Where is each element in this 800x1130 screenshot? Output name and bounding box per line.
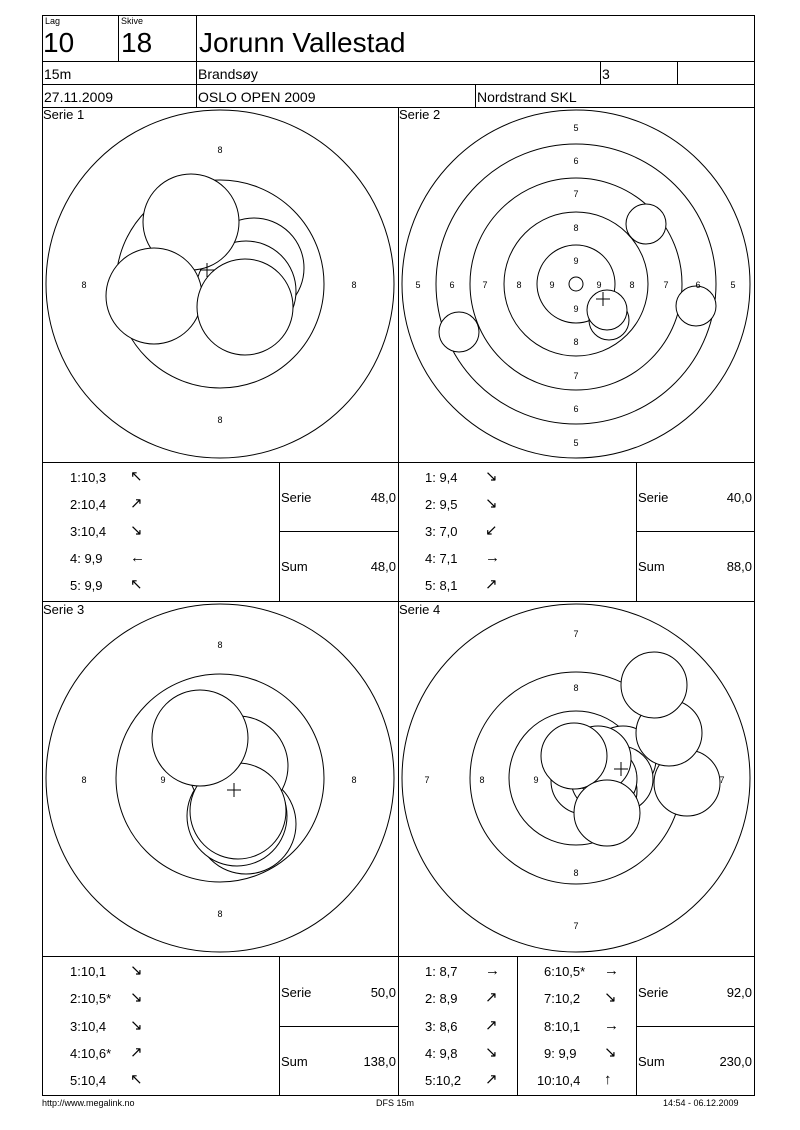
svg-text:7: 7 [573, 189, 579, 199]
svg-text:9: 9 [160, 775, 166, 785]
serie-value: 50,0 [370, 985, 396, 1000]
ring-label: 8 [81, 280, 87, 290]
shot-direction-icon: ↘ [485, 468, 498, 485]
svg-text:7: 7 [482, 280, 488, 290]
svg-text:8: 8 [217, 909, 223, 919]
shot-direction-icon: ↙ [485, 522, 498, 539]
serie-value: 48,0 [370, 490, 396, 505]
shot-row: 5: 8,1 [425, 578, 458, 593]
shot-direction-icon: ↘ [130, 962, 143, 979]
serie-label: Serie [281, 490, 312, 505]
svg-text:8: 8 [351, 775, 357, 785]
sum-value: 138,0 [363, 1054, 396, 1069]
footer-program: DFS 15m [376, 1098, 415, 1108]
shot-direction-icon: ← [130, 549, 145, 566]
shot-row: 1:10,1 [70, 964, 107, 979]
svg-text:6: 6 [573, 156, 579, 166]
serie-value: 40,0 [726, 490, 752, 505]
shot-direction-icon: ↗ [485, 576, 498, 593]
svg-text:9: 9 [533, 775, 539, 785]
shot-row: 6:10,5* [544, 964, 586, 979]
shot-row: 10:10,4 [537, 1073, 581, 1088]
svg-text:5: 5 [415, 280, 421, 290]
shot-direction-icon: ↘ [130, 989, 143, 1006]
class-value: 3 [602, 66, 610, 82]
lag-value: 10 [43, 27, 75, 58]
shooter-name: Jorunn Vallestad [199, 27, 406, 58]
shot-row: 3: 7,0 [425, 524, 458, 539]
shot-row: 9: 9,9 [544, 1046, 577, 1061]
svg-text:8: 8 [573, 337, 579, 347]
sum-label: Sum [281, 559, 308, 574]
club-place: Brandsøy [198, 66, 258, 82]
serie-label: Serie [281, 985, 312, 1000]
shot-direction-icon: → [604, 962, 619, 979]
footer-url: http://www.megalink.no [42, 1098, 135, 1108]
shot-row: 2:10,5* [70, 991, 112, 1006]
target-3 [42, 601, 399, 957]
shot-row: 4:10,6* [70, 1046, 112, 1061]
range-name: Nordstrand SKL [477, 89, 577, 105]
shot-row: 1: 9,4 [425, 470, 458, 485]
shot-direction-icon: ↗ [485, 989, 498, 1006]
shot-row: 3:10,4 [70, 1019, 107, 1034]
svg-text:8: 8 [217, 640, 223, 650]
svg-text:7: 7 [573, 629, 579, 639]
shot-row: 8:10,1 [544, 1019, 581, 1034]
ring-label: 8 [351, 280, 357, 290]
svg-text:9: 9 [573, 256, 579, 266]
shot-row: 2: 9,5 [425, 497, 458, 512]
date: 27.11.2009 [44, 89, 114, 105]
shot-row: 3: 8,6 [425, 1019, 458, 1034]
target-1-title: Serie 1 [43, 107, 85, 122]
svg-text:8: 8 [81, 775, 87, 785]
shot-direction-icon: ↘ [130, 522, 143, 539]
shot-row: 2:10,4 [70, 497, 107, 512]
svg-text:8: 8 [573, 683, 579, 693]
shot-row: 2: 8,9 [425, 991, 458, 1006]
sum-label: Sum [638, 1054, 665, 1069]
skive-value: 18 [121, 27, 153, 58]
svg-text:6: 6 [573, 404, 579, 414]
sum-label: Sum [638, 559, 665, 574]
shot-direction-icon: ↘ [485, 1044, 498, 1061]
svg-text:7: 7 [573, 921, 579, 931]
shot-row: 5:10,2 [425, 1073, 462, 1088]
shot-row: 5:10,4 [70, 1073, 107, 1088]
svg-text:7: 7 [719, 775, 725, 785]
shot-row: 4: 9,9 [70, 551, 103, 566]
svg-text:9: 9 [596, 280, 602, 290]
serie-label: Serie [638, 490, 669, 505]
skive-label: Skive [121, 16, 144, 26]
shot-direction-icon: ↖ [130, 576, 143, 593]
shot-direction-icon: ↗ [485, 1017, 498, 1034]
svg-text:8: 8 [629, 280, 635, 290]
distance: 15m [44, 66, 72, 82]
target-1 [42, 107, 399, 463]
shot-direction-icon: ↘ [604, 989, 617, 1006]
shot-direction-icon: → [604, 1017, 619, 1034]
svg-text:5: 5 [730, 280, 736, 290]
shot-row: 4: 9,8 [425, 1046, 458, 1061]
svg-text:9: 9 [573, 304, 579, 314]
target-4 [398, 601, 755, 957]
shot-direction-icon: ↘ [604, 1044, 617, 1061]
ring-label: 8 [217, 415, 223, 425]
shot-row: 3:10,4 [70, 524, 107, 539]
svg-text:7: 7 [424, 775, 430, 785]
target-3-title: Serie 3 [43, 602, 85, 617]
svg-text:5: 5 [573, 438, 579, 448]
shot-direction-icon: ↘ [130, 1017, 143, 1034]
sum-value: 230,0 [719, 1054, 752, 1069]
shot-direction-icon: → [485, 549, 500, 566]
svg-text:6: 6 [695, 280, 701, 290]
target-2-title: Serie 2 [399, 107, 441, 122]
shot-direction-icon: ↖ [130, 468, 143, 485]
serie-value: 92,0 [726, 985, 752, 1000]
shot-direction-icon: ↖ [130, 1071, 143, 1088]
footer-timestamp: 14:54 - 06.12.2009 [663, 1098, 739, 1108]
shot-direction-icon: ↗ [130, 1044, 143, 1061]
shot-direction-icon: → [485, 962, 500, 979]
svg-text:6: 6 [449, 280, 455, 290]
shot-direction-icon: ↘ [485, 495, 498, 512]
shot-direction-icon: ↑ [604, 1071, 612, 1088]
svg-text:8: 8 [573, 868, 579, 878]
shot-row: 1:10,3 [70, 470, 107, 485]
shot-row: 7:10,2 [544, 991, 581, 1006]
svg-text:8: 8 [516, 280, 522, 290]
sum-value: 48,0 [370, 559, 396, 574]
target-4-title: Serie 4 [399, 602, 441, 617]
svg-text:5: 5 [573, 123, 579, 133]
svg-text:9: 9 [549, 280, 555, 290]
svg-text:8: 8 [479, 775, 485, 785]
shot-direction-icon: ↗ [485, 1071, 498, 1088]
shot-direction-icon: ↗ [130, 495, 143, 512]
shot-row: 5: 9,9 [70, 578, 103, 593]
sum-label: Sum [281, 1054, 308, 1069]
svg-text:7: 7 [663, 280, 669, 290]
svg-text:7: 7 [573, 371, 579, 381]
serie-label: Serie [638, 985, 669, 1000]
svg-text:8: 8 [573, 223, 579, 233]
shot-row: 1: 8,7 [425, 964, 458, 979]
event-name: OSLO OPEN 2009 [198, 89, 316, 105]
target-2 [398, 107, 755, 463]
sum-value: 88,0 [726, 559, 752, 574]
ring-label: 8 [217, 145, 223, 155]
shot-row: 4: 7,1 [425, 551, 458, 566]
lag-label: Lag [45, 16, 61, 26]
